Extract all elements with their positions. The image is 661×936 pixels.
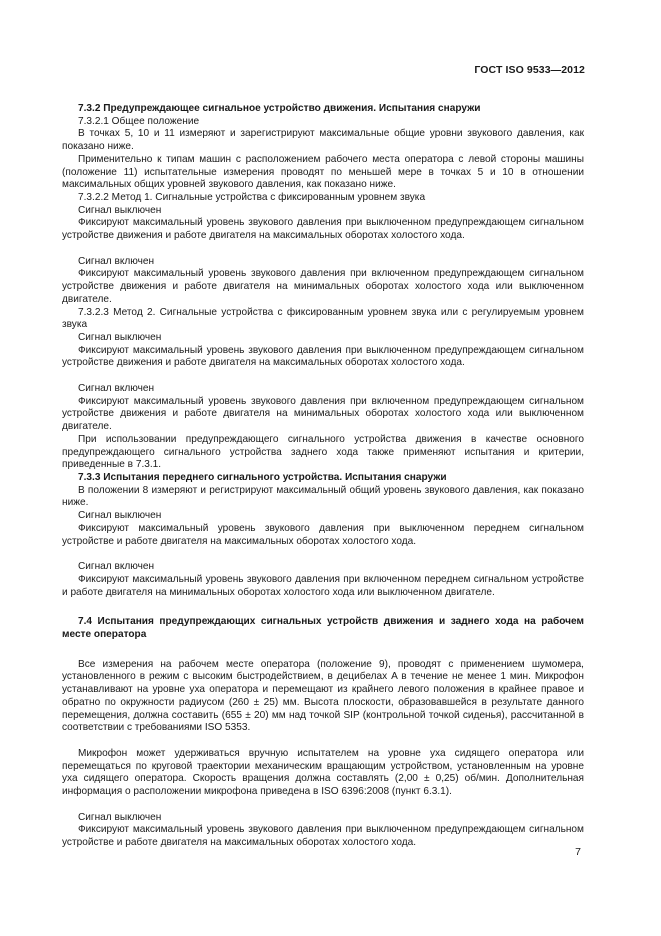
- paragraph: Фиксируют максимальный уровень звукового давления при включенном предупреждающем сигнальном устройстве движения и работе двигателя на минимальных оборотах холостого хода или выключенном двигателе.: [62, 395, 584, 433]
- paragraph: Все измерения на рабочем месте оператора (положение 9), проводят с применением шумомера, установленного в режим с высоким быстродействием, в децибелах A в течение не менее 1 мин. Микрофон устанавливают на уровне уха оператора и перемещают из крайнего левого положения в крайнее правое и обратно по окружности радиусом (260 ± 25) мм. Высота плоскости, образовавшейся в результате данного перемещения, должна составить (655 ± 20) мм над точкой SIP (контрольной точкой сиденья), рассчитанной в соответствии с требованиями ISO 5353.: [62, 658, 584, 734]
- signal-on-label: Сигнал включен: [78, 561, 155, 573]
- signal-on-label: Сигнал включен: [78, 383, 155, 395]
- standard-header: ГОСТ ISO 9533—2012: [474, 64, 585, 76]
- paragraph: Применительно к типам машин с расположением рабочего места оператора с левой стороны машины (положение 11) испытательные измерения проводят по меньшей мере в точках 5 и 10 в отношении максимальных общих уровней звукового давления, как показано ниже.: [62, 153, 584, 191]
- paragraph: Фиксируют максимальный уровень звукового давления при выключенном предупреждающем сигнальном устройстве движения и работе двигателя на максимальных оборотах холостого хода.: [62, 217, 584, 242]
- paragraph: Фиксируют максимальный уровень звукового давления при включенном переднем сигнальном устройстве и работе двигателя на минимальных оборотах холостого хода или выключенном двигателе.: [62, 573, 584, 598]
- paragraph: В точках 5, 10 и 11 измеряют и зарегистрируют максимальные общие уровни звукового давления, как показано ниже.: [62, 128, 584, 153]
- page-body: [62, 103, 584, 850]
- signal-off-label: Сигнал выключен: [78, 811, 162, 823]
- section-heading-7-3-2: 7.3.2 Предупреждающее сигнальное устройство движения. Испытания снаружи: [78, 103, 481, 114]
- signal-on-label: Сигнал включен: [78, 255, 155, 267]
- signal-off-label: Сигнал выключен: [78, 510, 162, 522]
- subsection-7-3-2-3: 7.3.2.3 Метод 2. Сигнальные устройства с фиксированным уровнем звука или с регулируемым уровнем звука: [62, 306, 584, 331]
- subsection-7-3-2-1: 7.3.2.1 Общее положение: [78, 115, 200, 127]
- paragraph: Фиксируют максимальный уровень звукового давления при выключенном переднем сигнальном устройстве и работе двигателя на максимальных оборотах холостого хода.: [62, 522, 584, 547]
- section-heading-7-3-3: 7.3.3 Испытания переднего сигнального устройства. Испытания снаружи: [78, 471, 447, 483]
- paragraph: Фиксируют максимальный уровень звукового давления при выключенном предупреждающем сигнальном устройстве и работе двигателя на максимальных оборотах холостого хода.: [62, 824, 584, 849]
- signal-off-label: Сигнал выключен: [78, 331, 162, 343]
- paragraph: Микрофон может удерживаться вручную испытателем на уровне уха сидящего оператора или перемещаться по круговой траектории механическим вращающим устройством, установленным на уровне уха сидящего оператора. Скорость вращения должна составлять (2,00 ± 0,25) об/мин. Дополнительная информация о расположении микрофона приведена в ISO 6396:2008 (пункт 6.3.1).: [62, 747, 584, 798]
- signal-off-label: Сигнал выключен: [78, 204, 162, 216]
- paragraph: При использовании предупреждающего сигнального устройства движения в качестве основного предупреждающего сигнального устройства заднего хода также применяют испытания и критерии, приведенные в 7.3.1.: [62, 433, 584, 471]
- paragraph: Фиксируют максимальный уровень звукового давления при выключенном предупреждающем сигнальном устройстве движения и работе двигателя на максимальных оборотах холостого хода.: [62, 344, 584, 369]
- page-number: 7: [575, 846, 581, 858]
- paragraph: В положении 8 измеряют и регистрируют максимальный общий уровень звукового давления, как показано ниже.: [62, 484, 584, 509]
- subsection-7-3-2-2: 7.3.2.2 Метод 1. Сигнальные устройства с фиксированным уровнем звука: [78, 191, 426, 203]
- section-heading-7-4: 7.4 Испытания предупреждающих сигнальных устройств движения и заднего хода на рабочем месте оператора: [62, 616, 584, 641]
- paragraph: Фиксируют максимальный уровень звукового давления при включенном предупреждающем сигнальном устройстве движения и работе двигателя на минимальных оборотах холостого хода или выключенном двигателе.: [62, 268, 584, 305]
